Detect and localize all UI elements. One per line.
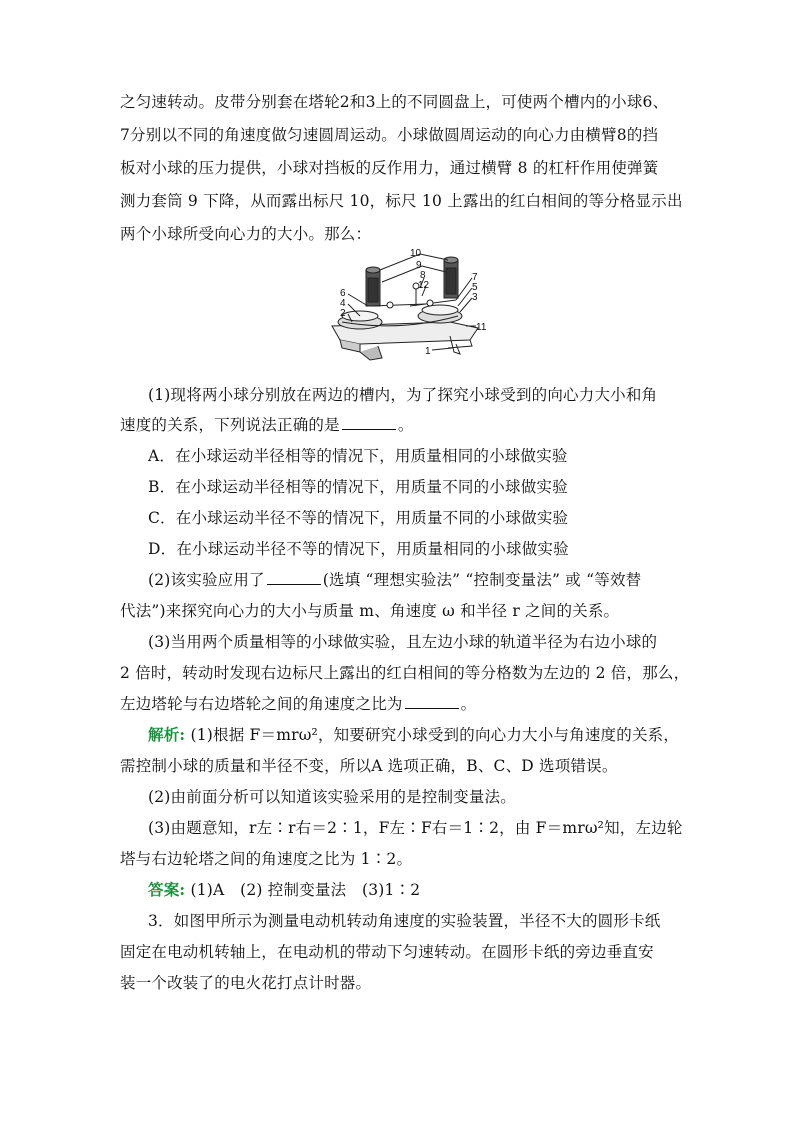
answer-line: [148, 880, 708, 900]
figure-label-8: 8: [420, 270, 426, 281]
figure-label-3: 3: [472, 292, 478, 303]
figure-label-12: 12: [418, 280, 430, 291]
q-next-line-3: 装一个改装了的电火花打点计时器。: [120, 974, 372, 992]
figure-label-11: 11: [476, 322, 487, 333]
q3-answer-blank: [405, 694, 459, 709]
q1-option-d: D．在小球运动半径不等的情况下，用质量相同的小球做实验: [148, 540, 569, 558]
figure-label-2: 2: [340, 308, 346, 319]
q1-line-2: [120, 415, 680, 435]
intro-line-4: 测力套筒 9 下降，从而露出标尺 10，标尺 10 上露出的红白相间的等分格显示出: [120, 192, 683, 210]
q2-line-1: [148, 570, 708, 590]
q1-option-a: A．在小球运动半径相等的情况下，用质量相同的小球做实验: [148, 447, 568, 465]
intro-line-5: 两个小球所受向心力的大小。那么：: [120, 225, 372, 243]
q3-line-1: (3)当用两个质量相等的小球做实验，且左边小球的轨道半径为右边小球的: [148, 633, 658, 651]
analysis-line-5: 塔与右边轮塔之间的角速度之比为 1∶2。: [120, 850, 413, 868]
analysis-line-1: [148, 725, 708, 745]
figure-label-5: 5: [472, 282, 478, 293]
analysis-label: 解析:: [148, 725, 186, 744]
q3-line-3: [120, 694, 680, 714]
analysis-line-3: (2)由前面分析可以知道该实验采用的是控制变量法。: [148, 788, 516, 806]
q2-line-1-text: (2)该实验应用了: [148, 571, 265, 589]
intro-line-1: 之匀速转动。皮带分别套在塔轮2和3上的不同圆盘上，可使两个槽内的小球6、: [120, 93, 669, 111]
q1-option-c: C．在小球运动半径不等的情况下，用质量不同的小球做实验: [148, 509, 569, 527]
q3-line-2: 2 倍时，转动时发现右边标尺上露出的红白相间的等分格数为左边的 2 倍，那么，: [120, 664, 690, 682]
analysis-line-1-text: (1)根据 F＝mrω²，知要研究小球受到的向心力大小与角速度的关系，: [185, 726, 680, 744]
q-next-line-1: 3．如图甲所示为测量电动机转动角速度的实验装置，半径不大的圆形卡纸: [148, 912, 661, 930]
answer-text: (1)A (2) 控制变量法 (3)1∶2: [185, 881, 421, 899]
q2-line-2: 代法”)来探究向心力的大小与质量 m、角速度 ω 和半径 r 之间的关系。: [120, 602, 620, 620]
figure-label-1: 1: [425, 346, 431, 357]
q3-line-3-text: 左边塔轮与右边塔轮之间的角速度之比为: [120, 695, 403, 713]
q2-line-1-rest: (选填 “理想实验法” “控制变量法” 或 “等效替: [322, 571, 642, 589]
figure-label-10: 10: [410, 248, 422, 259]
q1-option-b: B．在小球运动半径相等的情况下，用质量不同的小球做实验: [148, 478, 568, 496]
figure-label-7: 7: [472, 272, 478, 283]
answer-label: 答案:: [148, 880, 186, 899]
analysis-line-2: 需控制小球的质量和半径不变，所以A 选项正确，B、C、D 选项错误。: [120, 757, 618, 775]
figure-label-6: 6: [340, 288, 346, 299]
apparatus-figure: [330, 248, 492, 366]
intro-line-2: 7分别以不同的角速度做匀速圆周运动。小球做圆周运动的向心力由横臂8的挡: [120, 126, 659, 144]
q1-line-2-text: 速度的关系，下列说法正确的是: [120, 416, 340, 434]
analysis-line-4: (3)由题意知，r左∶r右＝2∶1，F左∶F右＝1∶2，由 F＝mrω²知，左边轮: [148, 819, 683, 837]
q1-line-1: (1)现将两小球分别放在两边的槽内，为了探究小球受到的向心力大小和角: [148, 386, 658, 404]
figure-label-4: 4: [340, 298, 346, 309]
figure-label-9: 9: [416, 260, 422, 271]
q-next-line-2: 固定在电动机转轴上，在电动机的带动下匀速转动。在圆形卡纸的旁边垂直安: [120, 943, 654, 961]
q1-line-2-end: 。: [397, 416, 414, 434]
q2-answer-blank: [267, 570, 321, 585]
intro-line-3: 板对小球的压力提供，小球对挡板的反作用力，通过横臂 8 的杠杆作用使弹簧: [120, 159, 659, 177]
q1-answer-blank: [342, 415, 396, 430]
q3-line-3-end: 。: [460, 695, 477, 713]
